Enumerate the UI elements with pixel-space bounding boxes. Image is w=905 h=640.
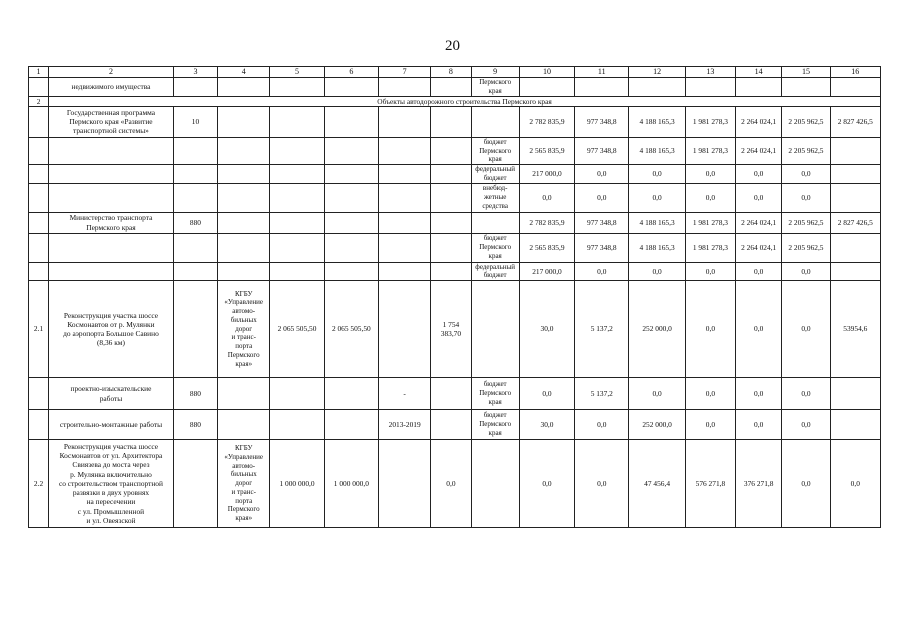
cell-source: Пермского края xyxy=(471,78,519,97)
cell-value: 0,0 xyxy=(629,378,685,410)
cell-value: 4 188 165,3 xyxy=(629,106,685,137)
header-cell: 1 xyxy=(29,67,49,78)
cell-value: 2 264 024,1 xyxy=(736,233,782,262)
header-cell: 10 xyxy=(519,67,574,78)
cell-value: 0,0 xyxy=(431,440,471,528)
cell-value: 5 137,2 xyxy=(575,281,629,378)
cell-source: бюджет Пермского края xyxy=(471,378,519,410)
table-row xyxy=(29,212,881,233)
cell-value: 1 981 278,3 xyxy=(685,233,735,262)
cell-value: 0,0 xyxy=(685,378,735,410)
cell-value: 0,0 xyxy=(575,262,629,281)
cell-value: 0,0 xyxy=(685,262,735,281)
cell-value: 0,0 xyxy=(575,410,629,440)
cell-name: Реконструкция участка шоссе Космонавтов от ул. Архитектора Свиязева до моста через р. Мулянка включительно со строительством транспортной развязки в двух уровнях на пересечении с ул. Промышленной и ул. Овеязской xyxy=(49,440,174,528)
cell-value: 2 205 962,5 xyxy=(782,212,830,233)
header-cell: 16 xyxy=(830,67,880,78)
cell-value: 376 271,8 xyxy=(736,440,782,528)
cell-value: 0,0 xyxy=(782,281,830,378)
cell-value: 4 188 165,3 xyxy=(629,212,685,233)
cell-value: 0,0 xyxy=(685,183,735,212)
section-title: Объекты автодорожного строительства Пермского края xyxy=(49,96,881,106)
cell-value: 977 348,8 xyxy=(575,212,629,233)
cell-value: 47 456,4 xyxy=(629,440,685,528)
objects-table xyxy=(28,66,881,528)
cell-number: 2.2 xyxy=(29,440,49,528)
cell-name: Государственная программа Пермского края «Развитие транспортной системы» xyxy=(49,106,174,137)
header-cell: 9 xyxy=(471,67,519,78)
cell-value: 2 565 835,9 xyxy=(519,233,574,262)
cell-value: 0,0 xyxy=(575,165,629,184)
cell-value: 0,0 xyxy=(629,262,685,281)
table-row xyxy=(29,233,881,262)
table-row xyxy=(29,410,881,440)
table-row xyxy=(29,106,881,137)
cell-value: 0,0 xyxy=(519,183,574,212)
cell-value: 2 827 426,5 xyxy=(830,106,880,137)
header-cell: 13 xyxy=(685,67,735,78)
cell-value: 30,0 xyxy=(519,410,574,440)
cell-source: федеральный бюджет xyxy=(471,165,519,184)
table-row xyxy=(29,137,881,164)
cell-value: 0,0 xyxy=(736,281,782,378)
cell-value: 0,0 xyxy=(519,440,574,528)
cell-value: 576 271,8 xyxy=(685,440,735,528)
cell-code: 880 xyxy=(173,212,217,233)
cell-value: 252 000,0 xyxy=(629,410,685,440)
table-row xyxy=(29,281,881,378)
table-row xyxy=(29,262,881,281)
cell-code: 880 xyxy=(173,410,217,440)
cell-source: внебюд- жетные средства xyxy=(471,183,519,212)
cell-customer: КГБУ «Управление автомо- бильных дорог и транс- порта Пермского края» xyxy=(218,281,270,378)
cell-value: 1 000 000,0 xyxy=(324,440,378,528)
cell-value: 977 348,8 xyxy=(575,106,629,137)
header-cell: 8 xyxy=(431,67,471,78)
cell-value: 2 565 835,9 xyxy=(519,137,574,164)
cell-value: 1 754 383,70 xyxy=(431,281,471,378)
cell-value: 0,0 xyxy=(736,262,782,281)
cell-value: 0,0 xyxy=(830,440,880,528)
cell-value: 0,0 xyxy=(782,410,830,440)
cell-value: 1 981 278,3 xyxy=(685,106,735,137)
cell-source: федеральный бюджет xyxy=(471,262,519,281)
cell-value: 0,0 xyxy=(782,378,830,410)
cell-value: 0,0 xyxy=(629,165,685,184)
cell-value: 977 348,8 xyxy=(575,137,629,164)
cell-value: 0,0 xyxy=(736,165,782,184)
cell-value: 53954,6 xyxy=(830,281,880,378)
cell-value: 0,0 xyxy=(685,410,735,440)
cell-value: 2 264 024,1 xyxy=(736,106,782,137)
cell-period: 2013-2019 xyxy=(379,410,431,440)
cell-name: Реконструкция участка шоссе Космонавтов от р. Мулянки до аэропорта Большое Савино (8,36 км) xyxy=(49,281,174,378)
cell-value: 0,0 xyxy=(575,183,629,212)
cell-value: 4 188 165,3 xyxy=(629,233,685,262)
header-cell: 7 xyxy=(379,67,431,78)
cell-number: 2.1 xyxy=(29,281,49,378)
cell-value: 0,0 xyxy=(736,183,782,212)
table-row xyxy=(29,165,881,184)
header-row xyxy=(29,67,881,78)
header-cell: 3 xyxy=(173,67,217,78)
cell-period: - xyxy=(379,378,431,410)
cell-value: 1 981 278,3 xyxy=(685,212,735,233)
cell-value: 977 348,8 xyxy=(575,233,629,262)
section-number: 2 xyxy=(29,96,49,106)
header-cell: 6 xyxy=(324,67,378,78)
table-row xyxy=(29,440,881,528)
cell-value: 2 782 835,9 xyxy=(519,212,574,233)
table-row xyxy=(29,78,881,97)
header-cell: 4 xyxy=(218,67,270,78)
cell-value: 0,0 xyxy=(736,410,782,440)
cell-code: 880 xyxy=(173,378,217,410)
cell-value: 1 000 000,0 xyxy=(270,440,324,528)
cell-value: 2 205 962,5 xyxy=(782,137,830,164)
table-row xyxy=(29,378,881,410)
cell-value: 0,0 xyxy=(685,165,735,184)
cell-value: 2 065 505,50 xyxy=(324,281,378,378)
cell-value: 252 000,0 xyxy=(629,281,685,378)
cell-value: 0,0 xyxy=(782,183,830,212)
cell-value: 5 137,2 xyxy=(575,378,629,410)
cell-code: 10 xyxy=(173,106,217,137)
cell-value: 0,0 xyxy=(519,378,574,410)
cell-name: недвижимого имущества xyxy=(49,78,174,97)
cell-value: 0,0 xyxy=(782,165,830,184)
cell-value: 2 827 426,5 xyxy=(830,212,880,233)
cell-source: бюджет Пермского края xyxy=(471,137,519,164)
cell-source: бюджет Пермского края xyxy=(471,233,519,262)
page-number: 20 xyxy=(445,38,460,54)
cell-source: бюджет Пермского края xyxy=(471,410,519,440)
header-cell: 5 xyxy=(270,67,324,78)
header-cell: 11 xyxy=(575,67,629,78)
cell-value: 0,0 xyxy=(782,440,830,528)
header-cell: 12 xyxy=(629,67,685,78)
cell-value: 2 264 024,1 xyxy=(736,212,782,233)
cell-value: 0,0 xyxy=(736,378,782,410)
header-cell: 14 xyxy=(736,67,782,78)
cell-value: 30,0 xyxy=(519,281,574,378)
cell-customer: КГБУ «Управление автомо- бильных дорог и транс- порта Пермского края» xyxy=(218,440,270,528)
cell-name: проектно-изыскательские работы xyxy=(49,378,174,410)
cell-name: Министерство транспорта Пермского края xyxy=(49,212,174,233)
cell-value: 2 205 962,5 xyxy=(782,106,830,137)
header-cell: 15 xyxy=(782,67,830,78)
cell-value: 217 000,0 xyxy=(519,262,574,281)
cell-value: 1 981 278,3 xyxy=(685,137,735,164)
cell-value: 4 188 165,3 xyxy=(629,137,685,164)
cell-value: 2 264 024,1 xyxy=(736,137,782,164)
table-row xyxy=(29,183,881,212)
cell-value: 0,0 xyxy=(685,281,735,378)
cell-value: 0,0 xyxy=(575,440,629,528)
cell-value: 217 000,0 xyxy=(519,165,574,184)
section-row xyxy=(29,96,881,106)
cell-value: 2 065 505,50 xyxy=(270,281,324,378)
cell-value: 0,0 xyxy=(629,183,685,212)
cell-value: 2 782 835,9 xyxy=(519,106,574,137)
header-cell: 2 xyxy=(49,67,174,78)
cell-value: 0,0 xyxy=(782,262,830,281)
cell-name: строительно-монтажные работы xyxy=(49,410,174,440)
cell-value: 2 205 962,5 xyxy=(782,233,830,262)
